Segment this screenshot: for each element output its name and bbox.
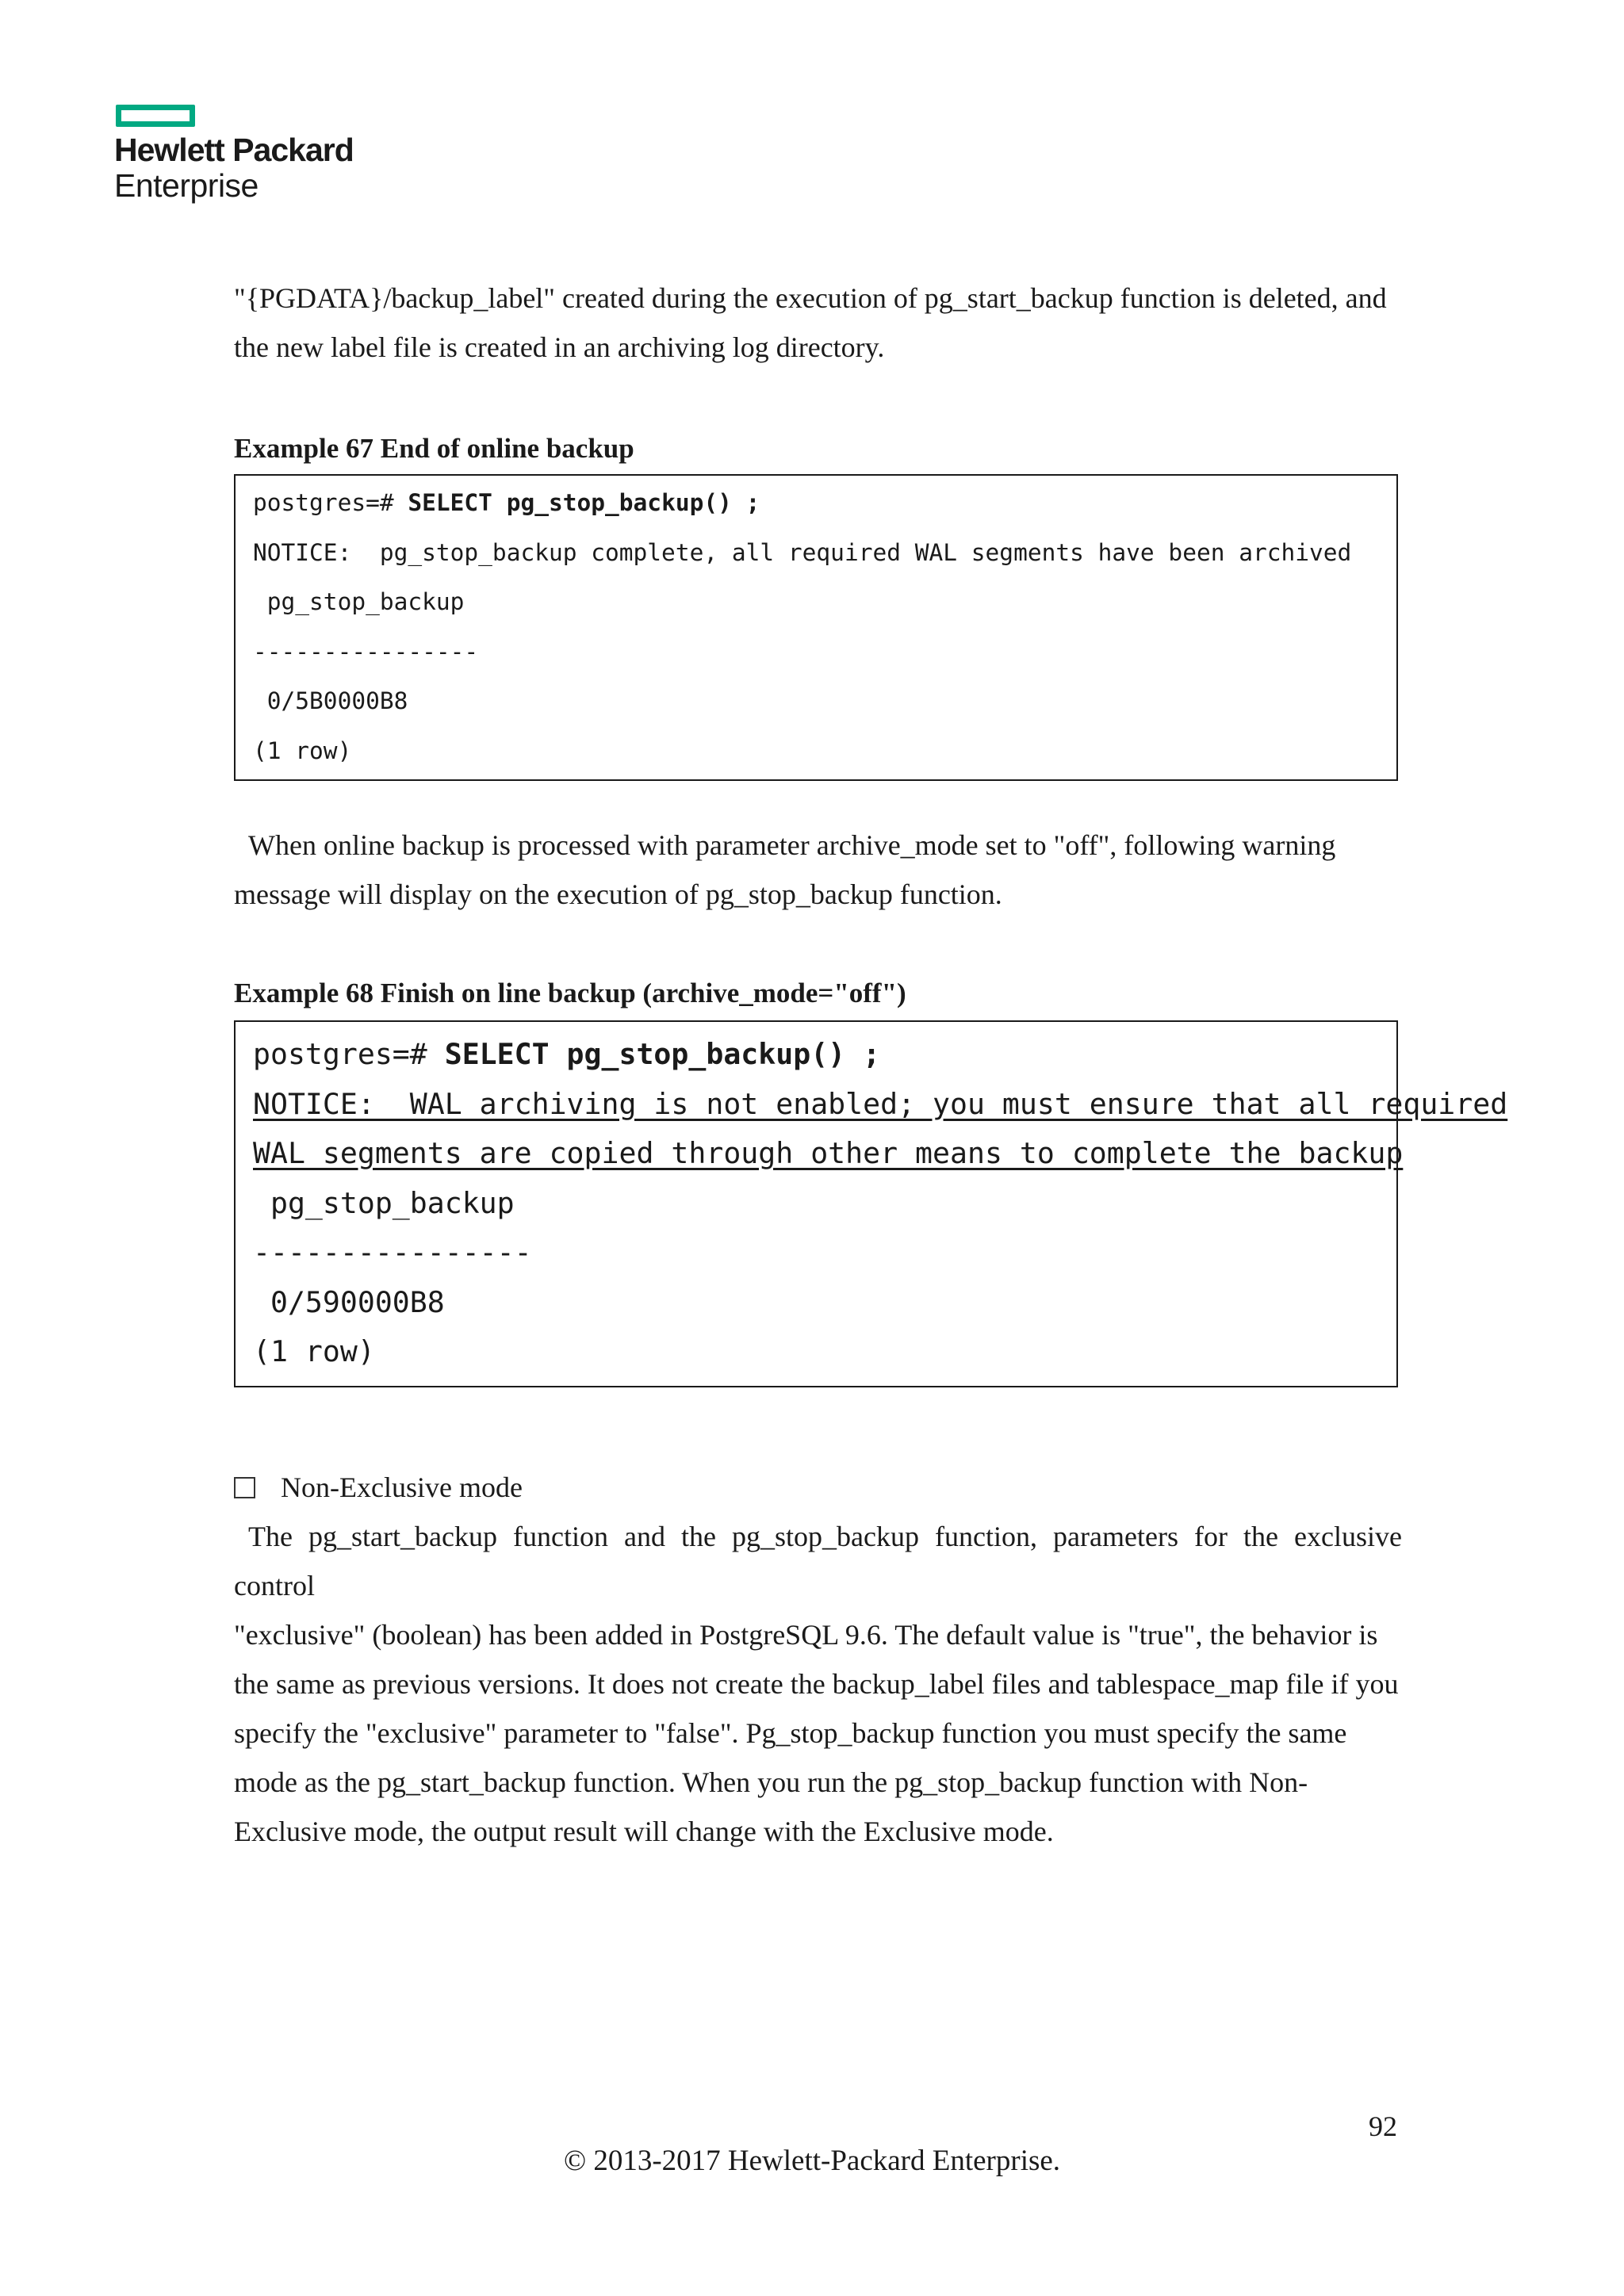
warning-paragraph [234, 821, 1402, 919]
warning-line-2: message will display on the execution of pg_stop_backup function. [234, 878, 1002, 910]
example-68-caption-wrap [234, 978, 1402, 1009]
code-line-rows: (1 row) [253, 737, 352, 764]
code-line-value: 0/5B0000B8 [253, 687, 408, 714]
hpe-logo [114, 105, 354, 203]
code-line-notice-2: WAL segments are copied through other means to complete the backup [253, 1136, 1404, 1170]
non-exclusive-line-4: specify the "exclusive" parameter to "false". Pg_stop_backup function you must specify the same [234, 1717, 1347, 1749]
code-line-rows: (1 row) [253, 1334, 375, 1368]
example-67-caption: Example 67 End of online backup [234, 433, 634, 464]
code-line-column: pg_stop_backup [253, 1185, 515, 1220]
non-exclusive-heading [234, 1463, 1402, 1512]
code-command: SELECT pg_stop_backup() ; [444, 1037, 881, 1071]
code-command: SELECT pg_stop_backup() ; [408, 489, 760, 516]
non-exclusive-line-1: The pg_start_backup function and the pg_stop_backup function, parameters for the exclusive control [234, 1521, 1402, 1601]
logo-text-line2: Enterprise [114, 167, 259, 204]
code-line-separator: ---------------- [253, 637, 479, 665]
non-exclusive-line-3: the same as previous versions. It does not create the backup_label files and tablespace_map file if you [234, 1668, 1399, 1700]
code-line-notice-1: NOTICE: WAL archiving is not enabled; you must ensure that all required [253, 1086, 1508, 1121]
example-67-caption-wrap [234, 433, 1402, 465]
non-exclusive-heading-text: Non-Exclusive mode [281, 1471, 523, 1503]
checkbox-square-icon [234, 1477, 255, 1498]
intro-line-2: the new label file is created in an archiving log directory. [234, 331, 885, 363]
logo-text-line1: Hewlett Packard [114, 132, 354, 168]
intro-paragraph [234, 274, 1402, 372]
logo-bar-icon [116, 105, 195, 127]
code-line-prompt [253, 478, 1379, 528]
example-68-code-block [234, 1020, 1508, 1387]
example-68-caption: Example 68 Finish on line backup (archive_mode="off") [234, 978, 906, 1008]
warning-line-1: When online backup is processed with parameter archive_mode set to "off", following warning [248, 829, 1336, 861]
footer-copyright: © 2013-2017 Hewlett-Packard Enterprise. [563, 2145, 1061, 2177]
code-line-value: 0/590000B8 [253, 1284, 445, 1319]
code-line-separator: ---------------- [253, 1235, 532, 1269]
non-exclusive-section [234, 1463, 1402, 1856]
code-prompt: postgres=# [253, 489, 408, 516]
code-line-prompt [253, 1030, 1379, 1080]
intro-line-1: "{PGDATA}/backup_label" created during the execution of pg_start_backup function is deleted, and [234, 282, 1387, 314]
code-prompt: postgres=# [253, 1037, 445, 1071]
non-exclusive-line-5: mode as the pg_start_backup function. When you run the pg_stop_backup function with Non- [234, 1766, 1308, 1798]
code-line-notice: NOTICE: pg_stop_backup complete, all required WAL segments have been archived [253, 538, 1352, 566]
page-number: 92 [1369, 2110, 1397, 2142]
non-exclusive-line-2: "exclusive" (boolean) has been added in PostgreSQL 9.6. The default value is "true", the behavior is [234, 1619, 1378, 1651]
example-67-code-block [234, 474, 1398, 781]
code-line-column: pg_stop_backup [253, 588, 465, 615]
non-exclusive-line-6: Exclusive mode, the output result will change with the Exclusive mode. [234, 1816, 1054, 1847]
